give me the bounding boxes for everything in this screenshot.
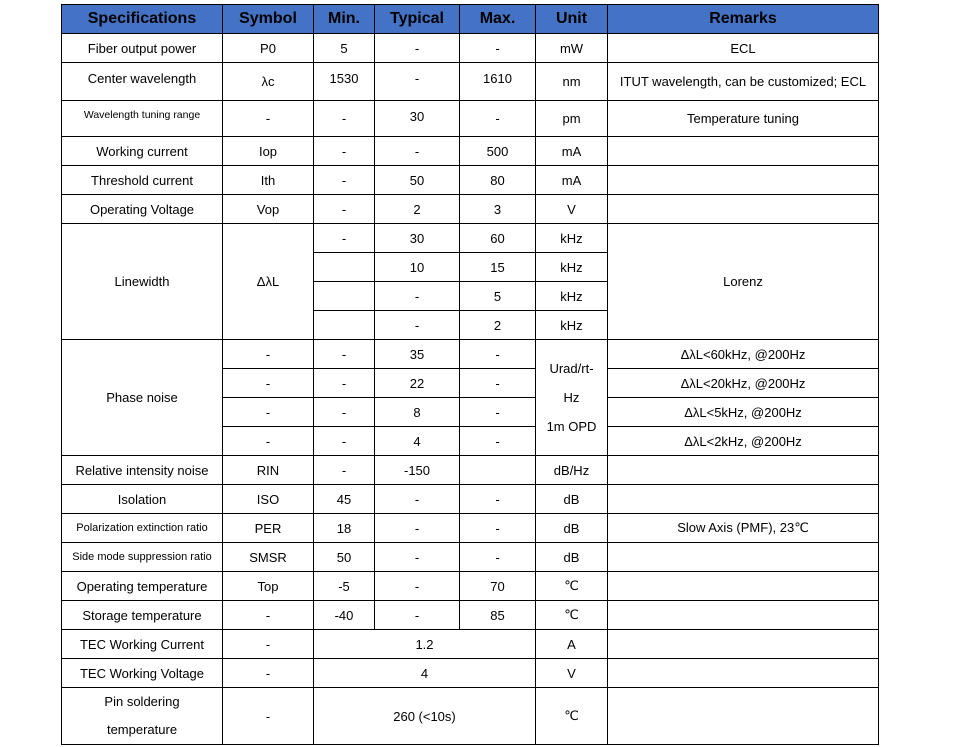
value-cell: 260 (<10s)	[314, 688, 536, 745]
symbol-cell: PER	[223, 514, 314, 543]
max-cell: -	[460, 485, 536, 514]
spec-cell: Threshold current	[62, 166, 223, 195]
spec-line: temperature	[106, 722, 178, 737]
symbol-cell: -	[223, 601, 314, 630]
max-cell: 70	[460, 572, 536, 601]
max-cell: -	[460, 369, 536, 398]
min-cell	[314, 311, 375, 340]
remarks-cell	[608, 485, 879, 514]
min-cell: -	[314, 456, 375, 485]
min-cell: 1530	[314, 63, 375, 101]
table-row	[62, 224, 879, 253]
min-cell: -	[314, 101, 375, 137]
min-cell	[314, 253, 375, 282]
specifications-table	[61, 4, 879, 745]
typical-cell: -	[375, 543, 460, 572]
table-row	[62, 543, 879, 572]
table-row	[62, 166, 879, 195]
min-cell: -	[314, 195, 375, 224]
remarks-cell	[608, 195, 879, 224]
spec-cell: Fiber output power	[62, 34, 223, 63]
min-cell: -	[314, 224, 375, 253]
min-cell: -	[314, 137, 375, 166]
unit-cell: kHz	[536, 282, 608, 311]
unit-cell: ℃	[536, 601, 608, 630]
spec-cell: Wavelength tuning range	[62, 101, 223, 137]
typical-cell: 50	[375, 166, 460, 195]
spec-cell: Working current	[62, 137, 223, 166]
remarks-cell: Slow Axis (PMF), 23℃	[608, 514, 879, 543]
max-cell: -	[460, 101, 536, 137]
min-cell: -	[314, 340, 375, 369]
remarks-cell: ΔλL<20kHz, @200Hz	[608, 369, 879, 398]
unit-line: 1m OPD	[546, 419, 597, 434]
typical-cell: 30	[375, 101, 460, 137]
unit-cell: dB	[536, 514, 608, 543]
unit-line: Urad/rt-	[549, 361, 594, 376]
unit-cell: kHz	[536, 253, 608, 282]
min-cell: -	[314, 427, 375, 456]
table-row	[62, 572, 879, 601]
unit-line: Hz	[563, 390, 580, 405]
unit-cell: A	[536, 630, 608, 659]
spec-cell: Isolation	[62, 485, 223, 514]
max-cell: 60	[460, 224, 536, 253]
spec-cell: Relative intensity noise	[62, 456, 223, 485]
unit-cell: mW	[536, 34, 608, 63]
remarks-cell	[608, 688, 879, 745]
typical-cell: -	[375, 514, 460, 543]
unit-cell: V	[536, 195, 608, 224]
symbol-cell: Top	[223, 572, 314, 601]
unit-cell: nm	[536, 63, 608, 101]
max-cell: 5	[460, 282, 536, 311]
typical-cell: -150	[375, 456, 460, 485]
spec-cell: TEC Working Current	[62, 630, 223, 659]
table-row	[62, 34, 879, 63]
table-row	[62, 456, 879, 485]
remarks-cell	[608, 137, 879, 166]
typical-cell: -	[375, 311, 460, 340]
symbol-cell: -	[223, 630, 314, 659]
spec-cell: Operating temperature	[62, 572, 223, 601]
symbol-cell: -	[223, 369, 314, 398]
unit-cell: mA	[536, 166, 608, 195]
min-cell: -	[314, 398, 375, 427]
symbol-cell: ISO	[223, 485, 314, 514]
unit-cell: mA	[536, 137, 608, 166]
col-header-typical: Typical	[375, 5, 460, 34]
max-cell: -	[460, 34, 536, 63]
remarks-cell: ITUT wavelength, can be customized; ECL	[608, 63, 879, 101]
remarks-cell	[608, 543, 879, 572]
symbol-cell: -	[223, 659, 314, 688]
min-cell: -	[314, 166, 375, 195]
min-cell: 50	[314, 543, 375, 572]
max-cell: 80	[460, 166, 536, 195]
typical-cell: 30	[375, 224, 460, 253]
symbol-cell: Iop	[223, 137, 314, 166]
typical-cell: -	[375, 601, 460, 630]
typical-cell: -	[375, 34, 460, 63]
unit-cell: dB	[536, 485, 608, 514]
spec-cell: Center wavelength	[62, 63, 223, 101]
table-row	[62, 63, 879, 101]
max-cell: 500	[460, 137, 536, 166]
table-row	[62, 137, 879, 166]
symbol-cell: -	[223, 340, 314, 369]
table-row	[62, 340, 879, 369]
spec-cell: Linewidth	[62, 224, 223, 340]
max-cell: 2	[460, 311, 536, 340]
min-cell	[314, 282, 375, 311]
unit-cell: V	[536, 659, 608, 688]
spec-cell: Side mode suppression ratio	[62, 543, 223, 572]
symbol-cell: λc	[223, 63, 314, 101]
max-cell: 1610	[460, 63, 536, 101]
remarks-cell	[608, 166, 879, 195]
spec-line: Pin soldering	[104, 694, 180, 709]
min-cell: -40	[314, 601, 375, 630]
col-header-symbol: Symbol	[223, 5, 314, 34]
remarks-cell: ECL	[608, 34, 879, 63]
unit-cell: kHz	[536, 311, 608, 340]
col-header-specifications: Specifications	[62, 5, 223, 34]
symbol-cell: Vop	[223, 195, 314, 224]
symbol-cell: RIN	[223, 456, 314, 485]
typical-cell: -	[375, 63, 460, 101]
remarks-cell: ΔλL<5kHz, @200Hz	[608, 398, 879, 427]
spec-cell: Operating Voltage	[62, 195, 223, 224]
symbol-cell: -	[223, 398, 314, 427]
max-cell: -	[460, 398, 536, 427]
remarks-cell: ΔλL<2kHz, @200Hz	[608, 427, 879, 456]
typical-cell: -	[375, 485, 460, 514]
spec-cell	[62, 688, 223, 745]
symbol-cell: P0	[223, 34, 314, 63]
symbol-cell: -	[223, 101, 314, 137]
typical-cell: -	[375, 137, 460, 166]
spec-cell: Storage temperature	[62, 601, 223, 630]
unit-cell: dB	[536, 543, 608, 572]
typical-cell: 8	[375, 398, 460, 427]
remarks-cell: Lorenz	[608, 224, 879, 340]
max-cell: 3	[460, 195, 536, 224]
min-cell: -5	[314, 572, 375, 601]
spec-cell: TEC Working Voltage	[62, 659, 223, 688]
typical-cell: 35	[375, 340, 460, 369]
table-row	[62, 688, 879, 745]
unit-cell: ℃	[536, 688, 608, 745]
symbol-cell: -	[223, 688, 314, 745]
remarks-cell	[608, 572, 879, 601]
max-cell: 85	[460, 601, 536, 630]
unit-cell: ℃	[536, 572, 608, 601]
typical-cell: 4	[375, 427, 460, 456]
min-cell: 5	[314, 34, 375, 63]
remarks-cell	[608, 456, 879, 485]
typical-cell: 22	[375, 369, 460, 398]
max-cell: -	[460, 514, 536, 543]
value-cell: 4	[314, 659, 536, 688]
max-cell: -	[460, 427, 536, 456]
typical-cell: 2	[375, 195, 460, 224]
symbol-cell: -	[223, 427, 314, 456]
remarks-cell: Temperature tuning	[608, 101, 879, 137]
max-cell: -	[460, 543, 536, 572]
spec-cell: Phase noise	[62, 340, 223, 456]
col-header-remarks: Remarks	[608, 5, 879, 34]
remarks-cell	[608, 630, 879, 659]
max-cell	[460, 456, 536, 485]
unit-cell: dB/Hz	[536, 456, 608, 485]
typical-cell: -	[375, 572, 460, 601]
min-cell: 45	[314, 485, 375, 514]
max-cell: 15	[460, 253, 536, 282]
table-row	[62, 514, 879, 543]
spec-cell: Polarization extinction ratio	[62, 514, 223, 543]
table-row	[62, 101, 879, 137]
table-row	[62, 659, 879, 688]
symbol-cell: SMSR	[223, 543, 314, 572]
unit-cell: kHz	[536, 224, 608, 253]
col-header-min: Min.	[314, 5, 375, 34]
symbol-cell: ΔλL	[223, 224, 314, 340]
typical-cell: -	[375, 282, 460, 311]
min-cell: 18	[314, 514, 375, 543]
remarks-cell	[608, 601, 879, 630]
typical-cell: 10	[375, 253, 460, 282]
remarks-cell	[608, 659, 879, 688]
table-row	[62, 195, 879, 224]
min-cell: -	[314, 369, 375, 398]
table-row	[62, 485, 879, 514]
table-row	[62, 630, 879, 659]
table-row	[62, 601, 879, 630]
col-header-max: Max.	[460, 5, 536, 34]
symbol-cell: Ith	[223, 166, 314, 195]
unit-cell: pm	[536, 101, 608, 137]
max-cell: -	[460, 340, 536, 369]
unit-cell	[536, 340, 608, 456]
header-row	[62, 5, 879, 34]
value-cell: 1.2	[314, 630, 536, 659]
remarks-cell: ΔλL<60kHz, @200Hz	[608, 340, 879, 369]
col-header-unit: Unit	[536, 5, 608, 34]
